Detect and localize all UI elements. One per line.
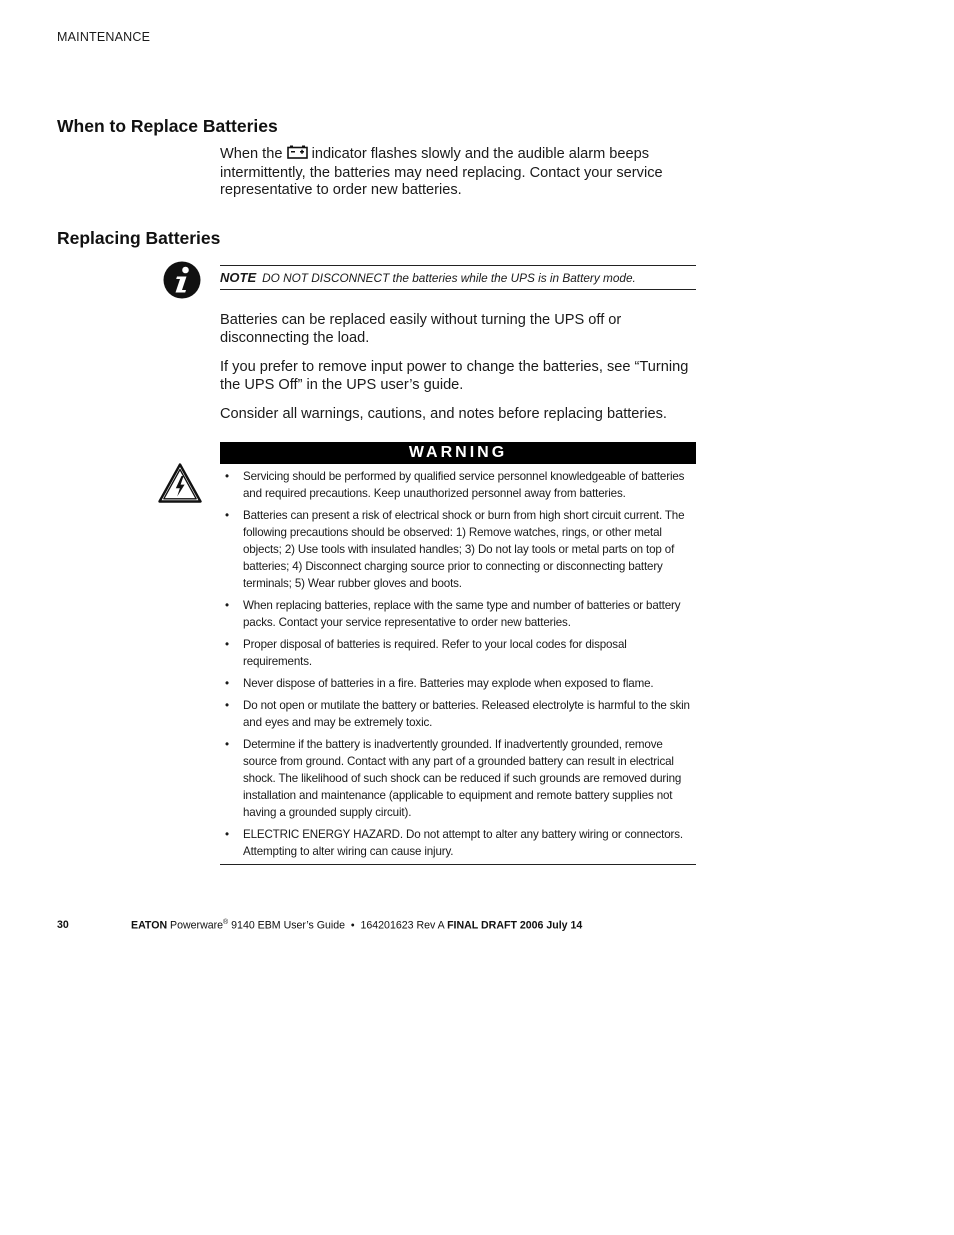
warning-item-text: Servicing should be performed by qualified service personnel knowledgeable of batteries and required precautions. Keep unauthorized personnel away from batteries. bbox=[243, 470, 685, 500]
running-header: MAINTENANCE bbox=[57, 30, 151, 44]
bullet-icon: • bbox=[225, 599, 229, 612]
warning-item-text: Determine if the battery is inadvertently grounded. If inadvertently grounded, remove source from ground. Contact with any part of a grounded battery can result in electrical shock. The likelihood of such shock can be reduced if such grounds are removed during installation and maintenance (applicable to equipment and remote battery supplies not having a grounded supply circuit). bbox=[243, 738, 682, 819]
warning-item-text: When replacing batteries, replace with the same type and number of batteries or battery packs. Contact your service representative to order new batteries. bbox=[243, 599, 681, 629]
warning-item-text: Do not open or mutilate the battery or batteries. Released electrolyte is harmful to the skin and eyes and may be extremely toxic. bbox=[243, 699, 690, 729]
section-heading-replacing: Replacing Batteries bbox=[57, 228, 221, 248]
warning-item-text: Never dispose of batteries in a fire. Batteries may explode when exposed to flame. bbox=[243, 677, 654, 690]
warning-item bbox=[220, 507, 696, 592]
replacing-paragraph-1: Batteries can be replaced easily without turning the UPS off or disconnecting the load. bbox=[220, 312, 622, 346]
replacing-paragraph-2: If you prefer to remove input power to change the batteries, see “Turning the UPS Off” in the UPS user’s guide. bbox=[220, 359, 689, 393]
bullet-icon: • bbox=[225, 738, 229, 751]
info-icon bbox=[163, 261, 201, 299]
warning-item bbox=[220, 636, 696, 670]
footer-info bbox=[131, 919, 582, 932]
warning-item bbox=[220, 675, 696, 692]
bullet-icon: • bbox=[225, 509, 229, 522]
footer-product: Powerware bbox=[167, 919, 224, 932]
warning-bottom-rule bbox=[220, 864, 696, 865]
footer-brand: EATON bbox=[131, 919, 168, 932]
replacing-paragraph-3: Consider all warnings, cautions, and notes before replacing batteries. bbox=[220, 406, 667, 422]
warning-item bbox=[220, 697, 696, 731]
paragraph-text-after-icon: indicator flashes slowly and the audible alarm beeps intermittently, the batteries may need replacing. Contact your service representative to order new batteries. bbox=[220, 146, 663, 199]
when-to-replace-paragraph bbox=[220, 145, 696, 200]
section-heading-when-to-replace: When to Replace Batteries bbox=[57, 116, 278, 136]
footer-registered: ® bbox=[223, 919, 229, 926]
page-number bbox=[57, 919, 69, 931]
note-text: DO NOT DISCONNECT the batteries while the UPS is in Battery mode. bbox=[262, 271, 636, 285]
warning-title-bar: WARNING bbox=[220, 442, 696, 464]
bullet-icon: • bbox=[225, 470, 229, 483]
warning-item-text: Proper disposal of batteries is required. Refer to your local codes for disposal requirements. bbox=[243, 638, 627, 668]
bullet-icon: • bbox=[225, 677, 229, 690]
footer-draft: FINAL DRAFT 2006 July 14 bbox=[447, 919, 583, 932]
warning-item bbox=[220, 597, 696, 631]
footer-guide: 9140 EBM User’s Guide • 164201623 Rev A bbox=[228, 919, 448, 932]
note-box bbox=[220, 265, 696, 290]
bullet-icon: • bbox=[225, 828, 229, 841]
warning-list bbox=[220, 468, 696, 865]
battery-indicator-icon bbox=[287, 145, 308, 165]
page-number-text: 30 bbox=[57, 919, 69, 931]
warning-item-text: Batteries can present a risk of electrical shock or burn from high short circuit current. The following precautions should be observed: 1) Remove watches, rings, or other metal objects; 2) Use tools with insulated handles; 3) Do not lay tools or metal parts on top of batteries; 4) Disconnect charging source prior to connecting or disconnecting battery terminals; 5) Wear rubber gloves and boots. bbox=[243, 509, 685, 590]
bullet-icon: • bbox=[225, 699, 229, 712]
warning-item bbox=[220, 826, 696, 860]
warning-item bbox=[220, 468, 696, 502]
electrical-hazard-icon bbox=[158, 463, 202, 503]
paragraph-text-before-icon: When the bbox=[220, 146, 287, 162]
note-label: NOTE bbox=[220, 270, 257, 285]
bullet-icon: • bbox=[225, 638, 229, 651]
warning-item bbox=[220, 736, 696, 821]
warning-item-text: ELECTRIC ENERGY HAZARD. Do not attempt to alter any battery wiring or connectors. Attempting to alter wiring can cause injury. bbox=[243, 828, 683, 858]
